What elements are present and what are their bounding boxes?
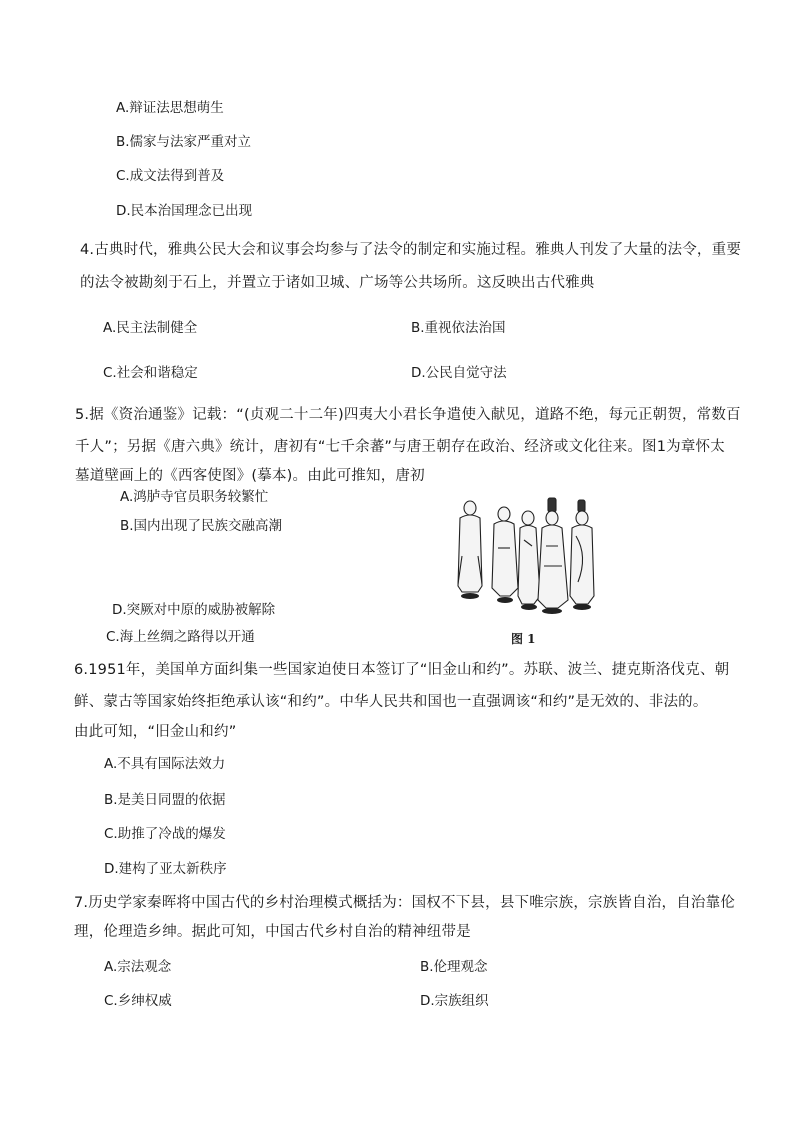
q7-stem-line-1: 7.历史学家秦晖将中国古代的乡村治理模式概括为：国权不下县，县下唯宗族，宗族皆自治，自治靠伦 (74, 895, 736, 911)
q5-stem-line-1: 5.据《资治通鉴》记载：“(贞观二十二年)四夷大小君长争遣使入献见，道路不绝，每元正朝贺，常数百 (75, 407, 741, 423)
envoys-mural-figure (448, 496, 603, 614)
q6-option-a: A.不具有国际法效力 (104, 756, 226, 772)
q4-stem-line-1: 4.古典时代，雅典公民大会和议事会均参与了法令的制定和实施过程。雅典人刊发了大量的法令，重要 (80, 242, 742, 258)
q5-option-a: A.鸿胪寺官员职务较繁忙 (120, 489, 269, 505)
q3-option-d: D.民本治国理念已出现 (116, 203, 253, 219)
q6-stem-line-2: 鲜、蒙古等国家始终拒绝承认该“和约”。中华人民共和国也一直强调该“和约”是无效的、非法的。 (74, 694, 708, 710)
q7-option-d: D.宗族组织 (420, 993, 489, 1009)
q4-stem-line-2: 的法令被勘刻于石上，并置立于诸如卫城、广场等公共场所。这反映出古代雅典 (80, 275, 595, 291)
q7-option-c: C.乡绅权威 (104, 993, 172, 1009)
q5-option-b: B.国内出现了民族交融高潮 (120, 518, 283, 534)
q3-option-b: B.儒家与法家严重对立 (116, 134, 252, 150)
q7-option-a: A.宗法观念 (104, 959, 172, 975)
envoy-figure (546, 511, 558, 525)
q6-option-b: B.是美日同盟的依据 (104, 792, 226, 808)
envoy-figure (464, 501, 476, 515)
q3-option-c: C.成文法得到普及 (116, 168, 225, 184)
q3-option-a: A.辩证法思想萌生 (116, 100, 224, 116)
q6-option-d: D.建构了亚太新秩序 (104, 861, 227, 877)
q4-option-d: D.公民自觉守法 (411, 365, 507, 381)
envoy-figure (522, 511, 534, 525)
q6-option-c: C.助推了冷战的爆发 (104, 826, 226, 842)
q6-stem-line-1: 6.1951年，美国单方面纠集一些国家迫使日本签订了“旧金山和约”。苏联、波兰、捷克斯洛伐克、朝 (74, 662, 730, 678)
figure-caption: 图 1 (511, 632, 536, 646)
q4-option-a: A.民主法制健全 (103, 320, 198, 336)
q5-option-c: C.海上丝绸之路得以开通 (106, 629, 255, 645)
q5-stem-line-3: 墓道壁画上的《西客使图》(摹本)。由此可推知，唐初 (75, 468, 425, 484)
q4-option-b: B.重视依法治国 (411, 320, 506, 336)
q5-option-d: D.突厥对中原的威胁被解除 (112, 602, 276, 618)
q4-option-c: C.社会和谐稳定 (103, 365, 198, 381)
q7-option-b: B.伦理观念 (420, 959, 488, 975)
q7-stem-line-2: 理，伦理造乡绅。据此可知，中国古代乡村自治的精神纽带是 (74, 924, 471, 940)
q5-stem-line-2: 千人”；另据《唐六典》统计，唐初有“七千余蕃”与唐王朝存在政治、经济或文化往来。图1为章怀太 (75, 439, 725, 455)
envoy-figure (576, 511, 588, 525)
envoy-figure (498, 507, 510, 521)
q6-stem-line-3: 由此可知，“旧金山和约” (74, 724, 237, 740)
